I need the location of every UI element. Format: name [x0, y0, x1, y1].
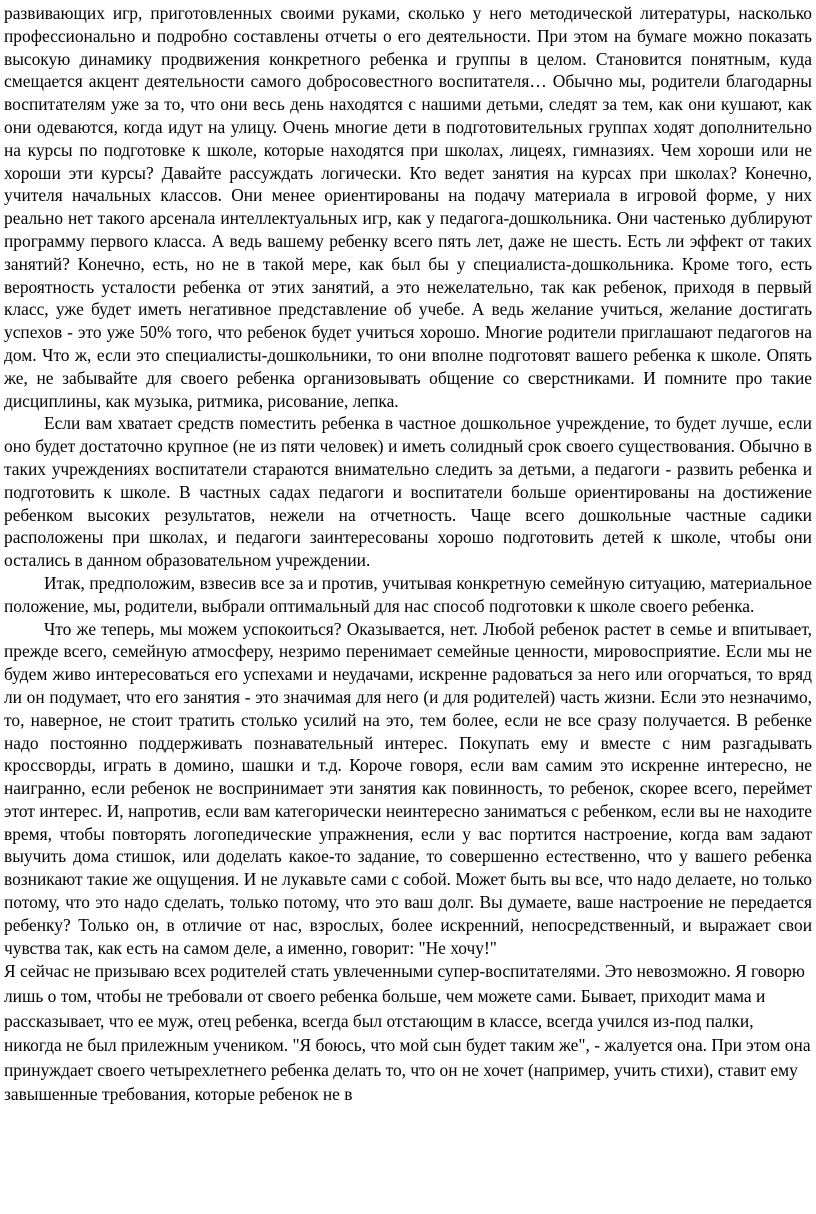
- paragraph-3: Итак, предположим, взвесив все за и против, учитывая конкретную семейную ситуацию, материальное положение, мы, родители, выбрали оптимальный для нас способ подготовки к школе своего ребенка.: [4, 572, 812, 616]
- paragraph-4: Что же теперь, мы можем успокоиться? Оказывается, нет. Любой ребенок растет в семье и впитывает, прежде всего, семейную атмосферу, незримо перенимает семейные ценности, мировосприятие. Если мы не будем живо интересоваться его успехами и неудачами, искренне радоваться за него или огорчаться, то вряд ли он подумает, что его занятия - это значимая для него (и для родителей) часть жизни. Если это незначимо, то, наверное, не стоит тратить столько усилий на это, тем более, если не все сразу получается. В ребенке надо постоянно поддерживать познавательный интерес. Покупать ему и вместе с ним разгадывать кроссворды, играть в домино, шашки и т.д. Короче говоря, если вам самим это искренне интересно, не наигранно, если ребенок не воспринимает эти занятия как повинность, то ребенок, скорее всего, переймет этот интерес. И, напротив, если вам категорически неинтересно заниматься с ребенком, если вы не находите время, чтобы повторять логопедические упражнения, если у вас портится настроение, когда вам задают выучить дома стишок, или доделать какое-то задание, то совершенно естественно, что у вашего ребенка возникают такие же ощущения. И не лукавьте сами с собой. Может быть вы все, что надо делаете, но только потому, что это надо сделать, только потому, что это ваш долг. Вы думаете, ваше настроение не передается ребенку? Только он, в отличие от нас, взрослых, более искренний, непосредственный, и выражает свои чувства так, как есть на самом деле, а именно, говорит: "Не хочу!": [4, 618, 812, 958]
- document-page: [4, 2, 812, 1107]
- paragraph-5: Я сейчас не призываю всех родителей стать увлеченными супер-воспитателями. Это невозможно. Я говорю лишь о том, чтобы не требовали от своего ребенка больше, чем можете сами. Бывает, приходит мама и рассказывает, что ее муж, отец ребенка, всегда был отстающим в классе, всегда учился из-под палки, никогда не был прилежным учеником. "Я боюсь, что мой сын будет таким же", - жалуется она. При этом она принуждает своего четырехлетнего ребенка делать то, что он не хочет (например, учить стихи), ставит ему завышенные требования, которые ребенок не в: [4, 961, 811, 1105]
- paragraph-2: Если вам хватает средств поместить ребенка в частное дошкольное учреждение, то будет лучше, если оно будет достаточно крупное (не из пяти человек) и иметь солидный срок своего существования. Обычно в таких учреждениях воспитатели стараются внимательно следить за детьми, а педагоги - развить ребенка и подготовить к школе. В частных садах педагоги и воспитатели больше ориентированы на достижение ребенком высоких результатов, нежели на отчетность. Чаще всего дошкольные частные садики расположены при школах, и педагоги заинтересованы хорошо подготовить детей к школе, чтобы они остались в данном образовательном учреждении.: [4, 413, 812, 571]
- paragraph-1: развивающих игр, приготовленных своими руками, сколько у него методической литературы, насколько профессионально и подробно составлены отчеты о его деятельности. При этом на бумаге можно показать высокую динамику продвижения конкретного ребенка и группы в целом. Становится понятным, куда смещается акцент деятельности самого добросовестного воспитателя… Обычно мы, родители благодарны воспитателям уже за то, что они весь день находятся с нашими детьми, следят за тем, как они кушают, как они одеваются, когда идут на улицу. Очень многие дети в подготовительных группах ходят дополнительно на курсы по подготовке к школе, которые находятся при школах, лицеях, гимназиях. Чем хороши или не хороши эти курсы? Давайте рассуждать логически. Кто ведет занятия на курсах при школах? Конечно, учителя начальных классов. Они менее ориентированы на подачу материала в игровой форме, у них реально нет такого арсенала интеллектуальных игр, как у педагога-дошкольника. Они частенько дублируют программу первого класса. А ведь вашему ребенку всего пять лет, даже не шесть. Есть ли эффект от таких занятий? Конечно, есть, но не в такой мере, как был бы у специалиста-дошкольника. Кроме того, есть вероятность усталости ребенка от этих занятий, а это нежелательно, так как ребенок, приходя в первый класс, уже будет иметь негативное представление об учебе. А ведь желание учиться, желание достигать успехов - это уже 50% того, что ребенок будет учиться хорошо. Многие родители приглашают педагогов на дом. Что ж, если это специалисты-дошкольники, то они вполне подготовят вашего ребенка к школе. Опять же, не забывайте для своего ребенка организовывать общение со сверстниками. И помните про такие дисциплины, как музыка, ритмика, рисование, лепка.: [4, 3, 812, 411]
